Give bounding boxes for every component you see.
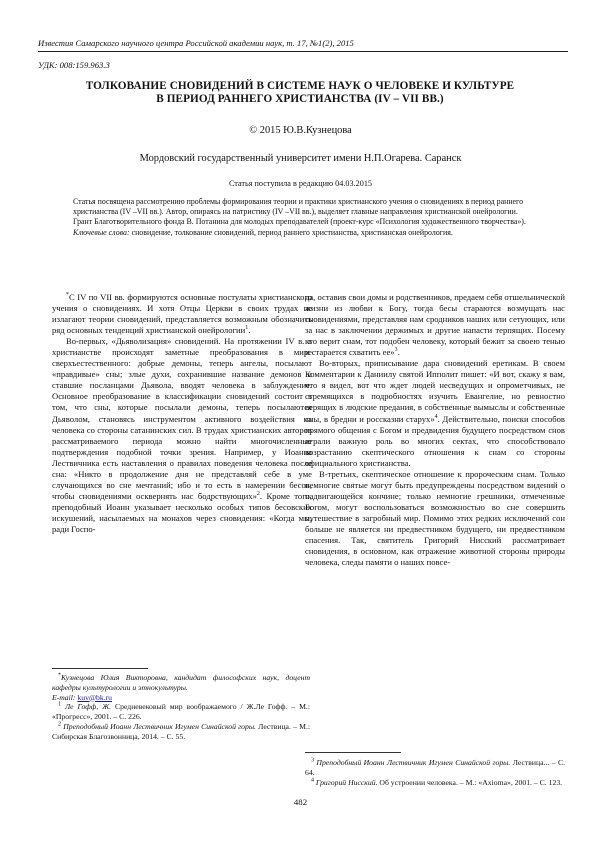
header-rule: [38, 51, 568, 52]
footnote-source: Преподобный Иоанн Лествичник Игумен Синайской горы.: [316, 758, 511, 767]
paragraph: [52, 336, 312, 535]
paragraph-text: С IV по VII вв. формируются основные постулаты христианского учения о сновидениях. И хотя Отцы Церкви в своих трудах не излагают теории сновидений, представляется возможным обозначить ряд основных тенденций христианской онейрологии: [52, 292, 312, 336]
footnote-text: Средневековый мир воображаемого / Ж.Ле Гофф. – М.: «Прогресс», 2001. – С. 226.: [52, 702, 310, 722]
paragraph-tail: .: [248, 325, 251, 336]
email-label: E-mail:: [52, 692, 76, 702]
footnote-mark: 3: [311, 757, 314, 764]
footnote: [52, 673, 310, 702]
body-column-right: [305, 292, 565, 568]
footnote-text: Об устроении человека. – М.: «Axioma», 2001. – С. 123.: [377, 777, 563, 787]
paragraph: [305, 469, 565, 568]
udk-code: УДК: 008:159.963.3: [38, 60, 110, 70]
footnote-mark: 4: [311, 777, 314, 784]
footnotes-left: [52, 673, 310, 742]
paragraph-text: В-третьих, скептическое отношение к пророческим снам. Только немногие святые могут быть предупреждены посредством видений о надвигающейся кончине; только немногие грешники, отмеченные Богом, могут воспользоваться возможностью во сне совершить путешествие в загробный мир. Помимо этих редких исключений сон больше не является ни предвестником будущего, ни предвестником спасения. Так, святитель Григорий Нисский рассматривает сновидения, в основном, как отражение животной стороны природы человека, следы памяти о наших повсе-: [305, 468, 565, 568]
footnote: [52, 722, 310, 742]
email-link[interactable]: kuv@bk.ru: [77, 692, 113, 702]
footnote-author: Кузнецова Юлия Викторовна, кандидат философских наук, доцент кафедры культурологии и этнокультуры.: [52, 673, 310, 692]
footnote: [305, 758, 565, 778]
title-line-2: В ПЕРИОД РАННЕГО ХРИСТИАНСТВА (IV – VII ВВ.): [156, 93, 444, 105]
affiliation: Мордовский государственный университет имени Н.П.Огарева. Саранск: [139, 153, 462, 164]
paragraph-tail: . Кроме того, преподобный Иоанн указывает несколько особых типов бесовских искушений, насылаемых на монахов через сновидения: «Когда мы, ради Госпо-: [52, 490, 312, 534]
footnote-source: Преподобный Иоанн Лествичник Игумен Синайской горы.: [63, 721, 256, 731]
keywords-list: сновидение, толкование сновидений, период раннего христианства, христианская онейрология.: [129, 227, 453, 237]
footnote-text: Лествица... – С. 64.: [305, 758, 566, 777]
abstract-text: Статья посвящена рассмотрению проблемы формирования теории и практики христианского учения о сновидениях в период раннего христианства (IV –VII вв.). Автор, опираясь на патристику (IV –VII вв.), выделяет главные направления христианской онейрологии.: [73, 197, 524, 217]
paragraph-text: Во-вторых, приписывание дара сновидений еретикам. В своем Комментарии к Даниилу святой Ипполит пишет: «И вот, скажу я вам, что я видел, вот что ждет людей несведущих и опрометчивых, не стремящихся в подробностях изучить Евангелие, но ревностно верящих в людские предания, в собственные вымыслы и собственные сны, в бредни и россказни старух»: [305, 358, 565, 424]
paragraph-text: Во-первых, «Дьяволизация» сновидений. На протяжении IV в. в христианстве происходят заметные преобразования в мире сверхъестественного: добрые демоны, теперь ангелы, посылают «правдивые» сны; злые духи, сохранившие название демонов и ставшие посланцами Дьявола, вводят человека в заблуждение. Основное преобразование в классификации сновидений состоит в том, что сны, которые посылали демоны, теперь посылаются Дьяволом, становясь инструментом активного воздействия на человека со стороны сатанинских сил. В трудах христианских авторов рассматриваемого периода можно найти многочисленные подтверждения подобной точки зрения. Например, у Иоанна Лествичника есть наставления о правилах поведения человека после сна: «Никто в продолжение дня не представляй себе в уме случающихся во сне мечтаний; ибо и то есть в намерении бесов, чтобы сновидениями осквернять нас бодрствующих»: [52, 336, 312, 501]
author-line: © 2015 Ю.В.Кузнецова: [249, 125, 352, 136]
paragraph: [305, 358, 565, 468]
grant-text: Грант Благотворительного фонда В. Потанина для молодых преподавателей (проект-курс «Психология художественного творчества»).: [73, 217, 526, 227]
abstract: [73, 197, 533, 238]
footnote-source: Ле Гофф, Ж.: [64, 702, 112, 712]
paragraph-tail: .: [397, 347, 400, 358]
footnote-mark: *: [58, 672, 61, 679]
footnote-ref: 4: [434, 413, 438, 420]
page-number: 482: [293, 797, 308, 807]
footnote-mark: *: [66, 292, 69, 299]
paragraph-text: да, оставив свои домы и родственников, предаем себя отшельнической жизни из любви к Богу, тогда бесы стараются возмущать нас сновидениями, представляя нам сродников наших или сетующих, или за нас в заключении держимых и другие напасти терпящих. Посему кто верит снам, тот подобен человеку, который бежит за своею тенью и старается схватить ее»: [305, 292, 565, 358]
footnote-source: Григорий Нисский.: [315, 777, 378, 787]
paragraph-tail: . Действительно, поиски способов прямого общения с Богом и предвидения будущего посредством снов играли важную роль во многих сектах, что способствовало возрастанию скептического отношения к снам со стороны официального христианства.: [305, 413, 565, 468]
body-column-left: [52, 292, 312, 535]
keywords-label: Ключевые слова:: [73, 227, 130, 237]
footnotes-right: [305, 758, 565, 787]
footnote-ref: 2: [256, 490, 260, 497]
keywords: [73, 228, 533, 238]
paragraph: [52, 292, 312, 336]
footnote-ref: 1: [245, 325, 249, 332]
footnote-mark: 1: [58, 701, 61, 708]
received-date: Статья поступила в редакцию 04.03.2015: [228, 179, 373, 188]
footnote-rule-left: [52, 668, 148, 669]
footnote-mark: 2: [58, 721, 61, 728]
footnote-rule-right: [305, 752, 401, 753]
paragraph: [305, 292, 565, 358]
footnote: [305, 778, 565, 788]
journal-header: Известия Самарского научного центра Российской академии наук, т. 17, №1(2), 2015: [38, 38, 354, 48]
footnote-ref: 3: [394, 347, 398, 354]
footnote-text: Лествица. – М.: Сибирская Благозвонница, 2014. – С. 55.: [52, 721, 311, 741]
article-title: [60, 80, 540, 106]
footnote: [52, 702, 310, 722]
title-line-1: ТОЛКОВАНИЕ СНОВИДЕНИЙ В СИСТЕМЕ НАУК О ЧЕЛОВЕКЕ И КУЛЬТУРЕ: [85, 80, 515, 92]
